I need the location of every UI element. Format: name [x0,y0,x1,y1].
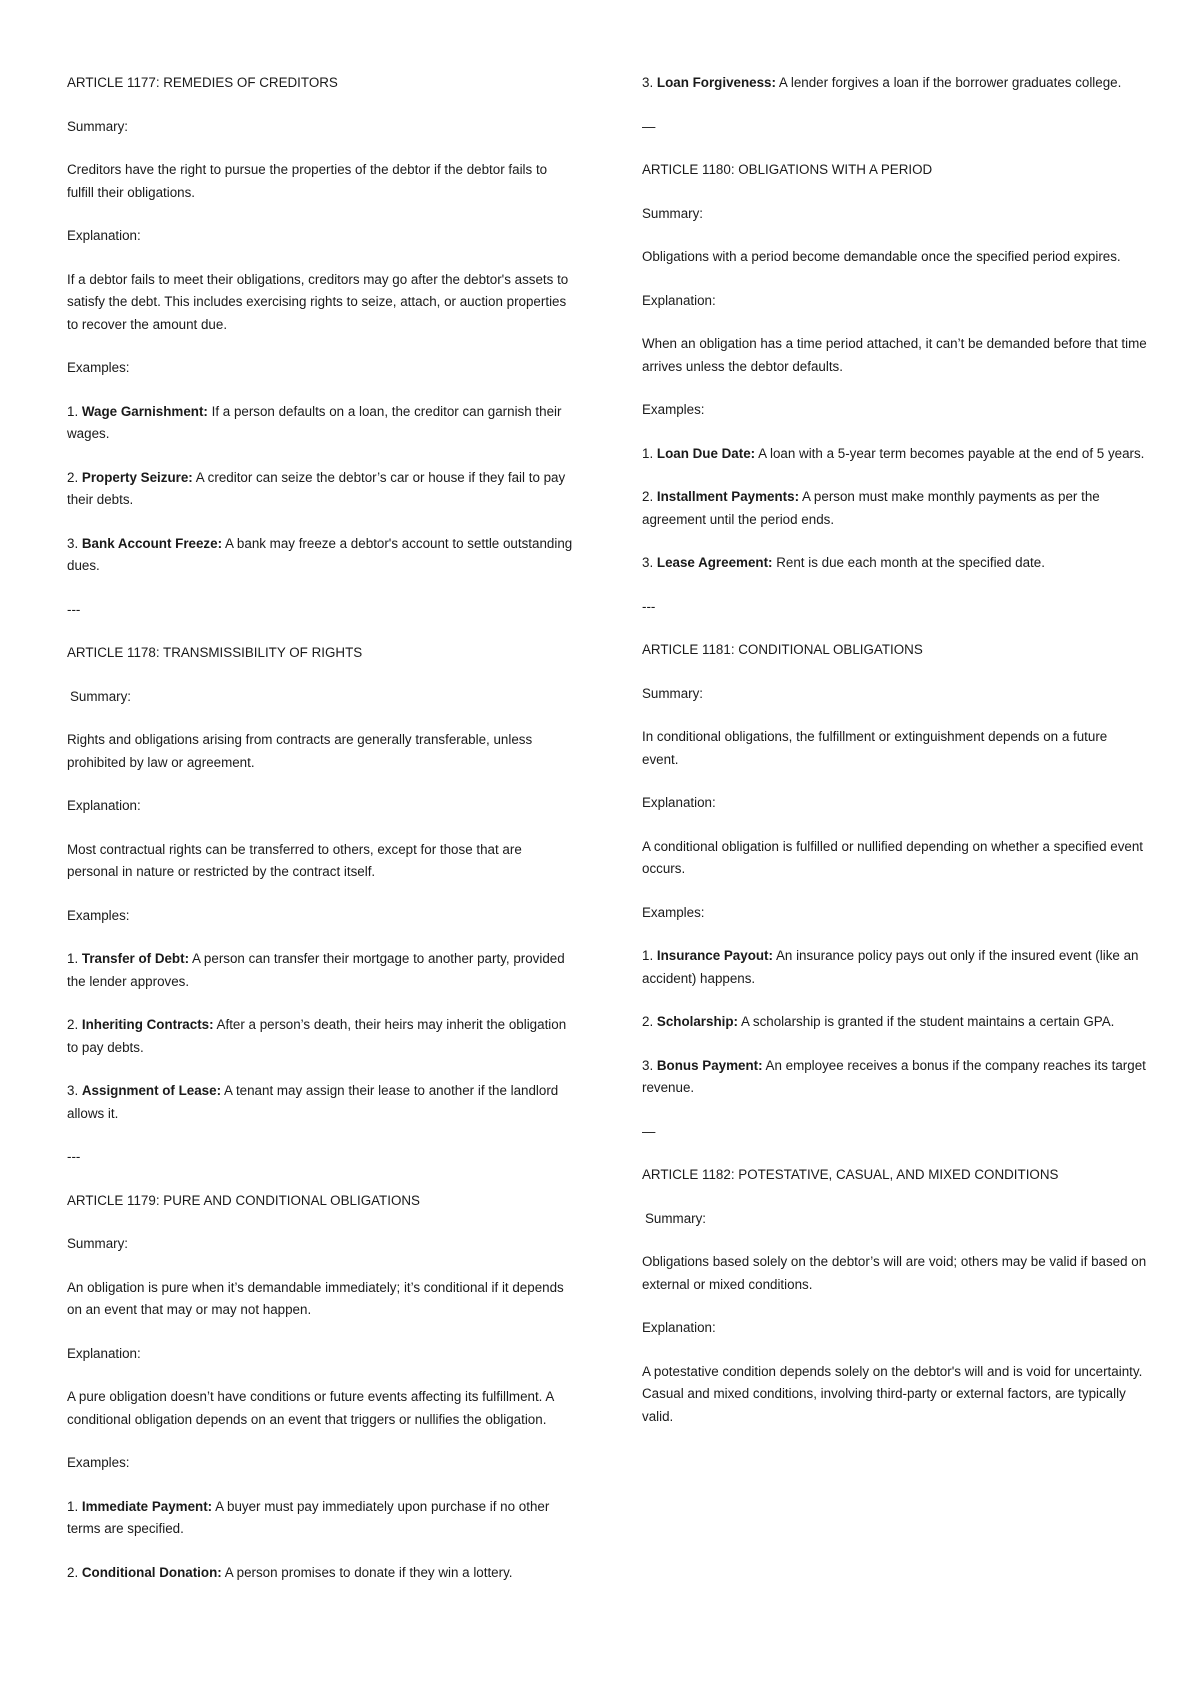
example-number: 2. [67,1564,82,1580]
example-item [67,1080,575,1125]
example-item [642,552,1147,575]
example-number: 3. [67,1083,82,1098]
body-paragraph: When an obligation has a time period attached, it can’t be demanded before that time arrives unless the debtor defaults. [642,336,1147,374]
separator: --- [67,601,81,617]
separator: — [642,1123,656,1139]
example-text: An insurance policy pays out only if the insured event (like an accident) happens. [642,948,1139,986]
section-label: Explanation: [642,795,716,810]
article-heading: ARTICLE 1177: REMEDIES OF CREDITORS [67,75,338,90]
example-number: 2. [642,1014,657,1029]
section-label: Examples: [642,904,705,920]
example-text: After a person’s death, their heirs may inherit the obligation to pay debts. [67,1017,567,1055]
section-label: Summary: [642,685,704,701]
example-text: If a person defaults on a loan, the creditor can garnish their wages. [67,403,562,441]
example-text: A person can transfer their mortgage to another party, provided the lender approves. [67,951,565,989]
example-text: A person promises to donate if they win a lottery. [221,1564,513,1580]
article-heading: ARTICLE 1181: CONDITIONAL OBLIGATIONS [642,642,923,657]
section-label: Summary: [70,688,132,704]
example-number: 3. [642,555,657,570]
example-term: Loan Forgiveness: [656,75,776,90]
example-item [67,1562,575,1585]
example-number: 1. [67,403,82,419]
example-text: A person must make monthly payments as per the agreement until the period ends. [642,489,1100,527]
example-number: 3. [67,535,82,551]
body-paragraph: Most contractual rights can be transferred to others, except for those that are personal in nature or restricted by the contract itself. [67,841,522,879]
example-term: Bonus Payment: [656,1057,763,1073]
example-number: 3. [642,1057,657,1073]
example-number: 2. [642,489,657,504]
example-item [642,443,1147,466]
body-paragraph: A pure obligation doesn’t have conditions or future events affecting its fulfillment. A conditional obligation depends on an event that triggers or nullifies the obligation. [67,1389,554,1427]
example-number: 1. [67,951,82,966]
section-label: Examples: [67,1455,130,1470]
example-term: Inheriting Contracts: [81,1017,214,1032]
example-number: 1. [67,1498,82,1514]
body-paragraph: Creditors have the right to pursue the properties of the debtor if the debtor fails to fulfill their obligations. [67,162,548,200]
example-item [642,72,1147,95]
section-label: Examples: [67,360,130,375]
example-term: Insurance Payout: [656,948,773,963]
section-label: Explanation: [642,292,716,308]
body-paragraph: Obligations with a period become demandable once the specified period expires. [642,249,1121,264]
example-text: Rent is due each month at the specified date. [772,555,1045,570]
example-text: A creditor can seize the debtor’s car or house if they fail to pay their debts. [67,469,566,507]
body-paragraph: A conditional obligation is fulfilled or nullified depending on whether a specified event occurs. [642,838,1143,876]
example-number: 1. [642,445,657,461]
example-item [67,533,575,578]
body-paragraph: Rights and obligations arising from contracts are generally transferable, unless prohibited by law or agreement. [67,732,533,770]
example-text: A loan with a 5-year term becomes payable at the end of 5 years. [755,445,1145,461]
body-paragraph: If a debtor fails to meet their obligations, creditors may go after the debtor's assets to satisfy the debt. This includes exercising rights to seize, attach, or auction properties to recover the amount due. [67,271,569,332]
example-item [642,1055,1147,1100]
example-text: A bank may freeze a debtor's account to settle outstanding dues. [67,535,573,573]
example-text: A tenant may assign their lease to another if the landlord allows it. [67,1083,559,1121]
example-term: Assignment of Lease: [81,1083,222,1098]
example-term: Installment Payments: [656,489,800,504]
body-paragraph: A potestative condition depends solely on the debtor's will and is void for uncertainty. Casual and mixed conditions, involving third-party or external factors, are typically valid. [642,1363,1143,1424]
example-item [642,945,1147,990]
example-number: 2. [67,1017,82,1032]
example-term: Property Seizure: [81,469,193,485]
example-item [67,467,575,512]
example-term: Conditional Donation: [81,1564,222,1580]
example-term: Transfer of Debt: [81,951,190,966]
example-item [642,486,1147,531]
section-label: Explanation: [67,1345,141,1361]
section-label: Examples: [642,402,705,417]
example-number: 3. [642,75,657,90]
separator: --- [67,1149,81,1164]
example-term: Bank Account Freeze: [81,535,223,551]
body-paragraph: In conditional obligations, the fulfillment or extinguishment depends on a future event. [642,729,1108,767]
example-text: A lender forgives a loan if the borrower graduates college. [775,75,1122,90]
section-label: Summary: [642,205,704,221]
right-column [642,72,1147,1449]
example-number: 2. [67,469,82,485]
example-term: Loan Due Date: [656,445,756,461]
example-text: A scholarship is granted if the student maintains a certain GPA. [738,1014,1115,1029]
body-paragraph: An obligation is pure when it’s demandable immediately; it’s conditional if it depends on an event that may or may not happen. [67,1279,564,1317]
example-item [67,948,575,993]
section-label: Summary: [67,1236,129,1251]
section-label: Explanation: [67,798,141,813]
example-term: Lease Agreement: [656,555,773,570]
section-label: Summary: [67,118,129,134]
section-label: Examples: [67,907,130,923]
example-item [67,1496,575,1541]
example-number: 1. [642,948,657,963]
article-heading: ARTICLE 1182: POTESTATIVE, CASUAL, AND MIXED CONDITIONS [642,1167,1059,1182]
article-heading: ARTICLE 1179: PURE AND CONDITIONAL OBLIGATIONS [67,1192,420,1208]
example-item [67,401,575,446]
example-item [642,1011,1147,1034]
section-label: Summary: [645,1210,707,1226]
separator: --- [642,598,656,614]
example-text: A buyer must pay immediately upon purchase if no other terms are specified. [67,1498,550,1536]
body-paragraph: Obligations based solely on the debtor’s will are void; others may be valid if based on external or mixed conditions. [642,1254,1147,1292]
left-column [67,72,575,1605]
separator: — [642,118,656,134]
example-term: Immediate Payment: [81,1498,213,1514]
example-term: Scholarship: [656,1014,738,1029]
example-item [67,1014,575,1059]
article-heading: ARTICLE 1178: TRANSMISSIBILITY OF RIGHTS [67,645,363,660]
example-text: An employee receives a bonus if the company reaches its target revenue. [642,1057,1146,1095]
article-heading: ARTICLE 1180: OBLIGATIONS WITH A PERIOD [642,162,933,177]
section-label: Explanation: [642,1320,716,1335]
section-label: Explanation: [67,228,141,243]
example-term: Wage Garnishment: [81,403,208,419]
